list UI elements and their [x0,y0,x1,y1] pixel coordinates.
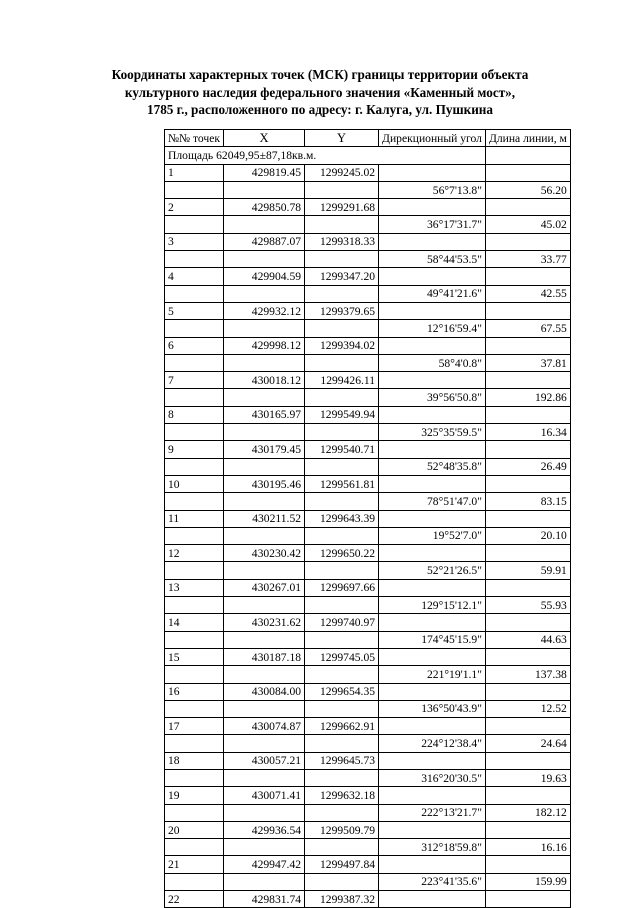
empty-cell [224,493,305,510]
empty-cell [379,268,486,285]
segment-direction-angle: 19°52'7.0" [379,527,486,544]
segment-length: 24.64 [485,735,570,752]
area-value: Площадь 62049,95±87,18кв.м. [165,147,486,164]
empty-cell [485,510,570,527]
point-row [165,164,571,181]
point-row [165,199,571,216]
point-row [165,648,571,665]
point-number: 10 [165,475,224,492]
point-y: 1299497.84 [305,856,379,873]
empty-cell [305,251,379,268]
empty-cell [165,216,224,233]
header-direction-angle: Дирекционный угол [379,130,486,147]
empty-cell [224,320,305,337]
empty-cell [379,821,486,838]
segment-length: 37.81 [485,354,570,371]
empty-cell [485,302,570,319]
empty-cell [224,424,305,441]
empty-cell [379,856,486,873]
empty-cell [485,579,570,596]
segment-length: 159.99 [485,873,570,890]
empty-cell [485,233,570,250]
empty-cell [224,804,305,821]
empty-cell [485,821,570,838]
segment-direction-angle: 39°56'50.8" [379,389,486,406]
empty-cell [379,233,486,250]
empty-cell [224,562,305,579]
point-number: 4 [165,268,224,285]
point-x: 430165.97 [224,406,305,423]
point-y: 1299291.68 [305,199,379,216]
segment-row [165,527,571,544]
empty-cell [165,493,224,510]
empty-cell [224,873,305,890]
point-number: 14 [165,614,224,631]
segment-row [165,216,571,233]
empty-cell [379,302,486,319]
point-row [165,579,571,596]
segment-row [165,735,571,752]
point-y: 1299245.02 [305,164,379,181]
point-number: 9 [165,441,224,458]
segment-direction-angle: 325°35'59.5" [379,424,486,441]
empty-cell [165,562,224,579]
point-x: 430211.52 [224,510,305,527]
point-number: 18 [165,752,224,769]
point-row [165,752,571,769]
empty-cell [485,545,570,562]
empty-cell [305,216,379,233]
segment-direction-angle: 12°16'59.4" [379,320,486,337]
empty-cell [305,493,379,510]
empty-cell [165,804,224,821]
point-x: 430057.21 [224,752,305,769]
empty-cell [485,441,570,458]
segment-row [165,458,571,475]
point-number: 7 [165,372,224,389]
point-number: 6 [165,337,224,354]
point-y: 1299318.33 [305,233,379,250]
empty-cell [165,251,224,268]
empty-cell [224,251,305,268]
empty-cell [379,337,486,354]
empty-cell [165,181,224,198]
segment-row [165,873,571,890]
empty-cell [485,406,570,423]
empty-cell [224,285,305,302]
empty-cell [165,631,224,648]
segment-direction-angle: 221°19'1.1" [379,666,486,683]
point-row [165,475,571,492]
segment-length: 83.15 [485,493,570,510]
empty-cell [305,424,379,441]
empty-cell [224,458,305,475]
segment-direction-angle: 224°12'38.4" [379,735,486,752]
point-y: 1299509.79 [305,821,379,838]
point-x: 430179.45 [224,441,305,458]
segment-length: 56.20 [485,181,570,198]
segment-direction-angle: 129°15'12.1" [379,597,486,614]
segment-length: 16.34 [485,424,570,441]
empty-cell [224,631,305,648]
segment-row [165,424,571,441]
title-line-2: культурного наследия федерального значения «Каменный мост», [124,84,516,100]
point-number: 22 [165,891,224,908]
point-y: 1299426.11 [305,372,379,389]
point-y: 1299561.81 [305,475,379,492]
empty-cell [379,891,486,908]
empty-cell [379,406,486,423]
segment-length: 19.63 [485,769,570,786]
segment-length: 45.02 [485,216,570,233]
segment-length: 137.38 [485,666,570,683]
point-number: 16 [165,683,224,700]
point-y: 1299645.73 [305,752,379,769]
empty-cell [224,216,305,233]
segment-row [165,285,571,302]
empty-cell [165,527,224,544]
empty-cell [485,683,570,700]
point-number: 11 [165,510,224,527]
empty-cell [379,648,486,665]
segment-row [165,354,571,371]
empty-cell [305,839,379,856]
empty-cell [305,285,379,302]
area-row [165,147,571,164]
segment-row [165,839,571,856]
empty-cell [379,372,486,389]
empty-cell [485,787,570,804]
empty-cell [485,199,570,216]
segment-direction-angle: 49°41'21.6" [379,285,486,302]
empty-cell [305,873,379,890]
point-y: 1299394.02 [305,337,379,354]
empty-cell [485,752,570,769]
point-y: 1299697.66 [305,579,379,596]
empty-cell [165,700,224,717]
empty-cell [165,424,224,441]
segment-length: 67.55 [485,320,570,337]
point-x: 429936.54 [224,821,305,838]
empty-cell [305,562,379,579]
point-row [165,856,571,873]
empty-cell [224,839,305,856]
segment-length: 59.91 [485,562,570,579]
point-y: 1299387.32 [305,891,379,908]
empty-cell [379,441,486,458]
segment-direction-angle: 223°41'35.6" [379,873,486,890]
segment-direction-angle: 222°13'21.7" [379,804,486,821]
segment-row [165,389,571,406]
segment-row [165,769,571,786]
header-x: X [224,130,305,147]
segment-direction-angle: 312°18'59.8" [379,839,486,856]
empty-cell [305,735,379,752]
point-x: 429831.74 [224,891,305,908]
empty-cell [165,285,224,302]
empty-cell [485,475,570,492]
point-y: 1299347.20 [305,268,379,285]
empty-cell [165,389,224,406]
empty-cell [485,268,570,285]
segment-row [165,804,571,821]
empty-cell [224,666,305,683]
point-number: 15 [165,648,224,665]
empty-cell [305,700,379,717]
point-row [165,683,571,700]
segment-direction-angle: 316°20'30.5" [379,769,486,786]
point-number: 3 [165,233,224,250]
segment-row [165,700,571,717]
empty-cell [305,631,379,648]
segment-row [165,493,571,510]
segment-direction-angle: 78°51'47.0" [379,493,486,510]
empty-cell [165,839,224,856]
empty-cell [305,389,379,406]
segment-length: 44.63 [485,631,570,648]
point-row [165,268,571,285]
segment-row [165,181,571,198]
point-y: 1299745.05 [305,648,379,665]
point-number: 2 [165,199,224,216]
point-x: 430071.41 [224,787,305,804]
segment-direction-angle: 58°4'0.8" [379,354,486,371]
empty-cell [305,597,379,614]
point-row [165,821,571,838]
empty-cell [379,787,486,804]
empty-cell [224,700,305,717]
point-y: 1299549.94 [305,406,379,423]
empty-cell [485,648,570,665]
point-row [165,891,571,908]
point-row [165,787,571,804]
empty-cell [165,873,224,890]
empty-cell [485,337,570,354]
segment-length: 20.10 [485,527,570,544]
empty-cell [224,597,305,614]
empty-cell [165,458,224,475]
empty-cell [305,527,379,544]
empty-cell [379,164,486,181]
point-number: 17 [165,718,224,735]
empty-cell [305,769,379,786]
empty-cell [165,735,224,752]
table-header-row [165,130,571,147]
point-x: 429887.07 [224,233,305,250]
segment-row [165,631,571,648]
segment-length: 55.93 [485,597,570,614]
empty-cell [305,354,379,371]
empty-cell [224,527,305,544]
empty-cell [305,458,379,475]
point-y: 1299379.65 [305,302,379,319]
point-row [165,372,571,389]
segment-row [165,597,571,614]
segment-direction-angle: 56°7'13.8" [379,181,486,198]
point-x: 430084.00 [224,683,305,700]
header-line-length: Длина линии, м [485,130,570,147]
segment-direction-angle: 58°44'53.5" [379,251,486,268]
empty-cell [165,354,224,371]
point-number: 21 [165,856,224,873]
point-x: 429850.78 [224,199,305,216]
area-empty-cell [485,147,570,164]
point-number: 12 [165,545,224,562]
segment-direction-angle: 136°50'43.9" [379,700,486,717]
segment-length: 26.49 [485,458,570,475]
point-row [165,718,571,735]
point-y: 1299740.97 [305,614,379,631]
point-y: 1299540.71 [305,441,379,458]
header-y: Y [305,130,379,147]
point-row [165,302,571,319]
point-x: 430074.87 [224,718,305,735]
empty-cell [379,510,486,527]
segment-direction-angle: 174°45'15.9" [379,631,486,648]
point-number: 19 [165,787,224,804]
point-row [165,545,571,562]
segment-length: 12.52 [485,700,570,717]
point-x: 430018.12 [224,372,305,389]
point-y: 1299662.91 [305,718,379,735]
empty-cell [224,735,305,752]
point-x: 429998.12 [224,337,305,354]
segment-direction-angle: 52°21'26.5" [379,562,486,579]
segment-direction-angle: 52°48'35.8" [379,458,486,475]
segment-length: 42.55 [485,285,570,302]
empty-cell [379,683,486,700]
point-y: 1299650.22 [305,545,379,562]
empty-cell [224,769,305,786]
point-x: 430195.46 [224,475,305,492]
segment-length: 33.77 [485,251,570,268]
point-number: 13 [165,579,224,596]
segment-row [165,251,571,268]
empty-cell [224,389,305,406]
point-number: 5 [165,302,224,319]
segment-length: 182.12 [485,804,570,821]
document-title [0,66,640,119]
point-x: 430230.42 [224,545,305,562]
empty-cell [485,372,570,389]
empty-cell [305,181,379,198]
point-row [165,510,571,527]
empty-cell [379,614,486,631]
header-point-number: №№ точек [165,130,224,147]
point-x: 429932.12 [224,302,305,319]
empty-cell [165,769,224,786]
point-number: 8 [165,406,224,423]
title-line-3: 1785 г., расположенного по адресу: г. Калуга, ул. Пушкина [147,102,493,117]
point-x: 429904.59 [224,268,305,285]
empty-cell [485,718,570,735]
point-x: 429947.42 [224,856,305,873]
point-number: 20 [165,821,224,838]
segment-direction-angle: 36°17'31.7" [379,216,486,233]
point-row [165,406,571,423]
empty-cell [224,354,305,371]
point-row [165,337,571,354]
point-x: 429819.45 [224,164,305,181]
empty-cell [305,666,379,683]
empty-cell [379,752,486,769]
empty-cell [379,475,486,492]
empty-cell [485,614,570,631]
point-row [165,614,571,631]
coordinates-table [164,129,571,908]
point-y: 1299632.18 [305,787,379,804]
empty-cell [379,579,486,596]
point-y: 1299654.35 [305,683,379,700]
empty-cell [165,597,224,614]
point-number: 1 [165,164,224,181]
empty-cell [305,804,379,821]
empty-cell [379,545,486,562]
title-line-1: Координаты характерных точек (МСК) границы территории объекта [111,67,529,82]
segment-row [165,320,571,337]
segment-row [165,562,571,579]
empty-cell [305,320,379,337]
empty-cell [485,164,570,181]
segment-row [165,666,571,683]
empty-cell [165,666,224,683]
segment-length: 192.86 [485,389,570,406]
empty-cell [485,856,570,873]
empty-cell [379,718,486,735]
empty-cell [165,320,224,337]
empty-cell [379,199,486,216]
segment-length: 16.16 [485,839,570,856]
empty-cell [224,181,305,198]
point-row [165,233,571,250]
point-x: 430231.62 [224,614,305,631]
empty-cell [485,891,570,908]
point-row [165,441,571,458]
point-x: 430187.18 [224,648,305,665]
point-x: 430267.01 [224,579,305,596]
point-y: 1299643.39 [305,510,379,527]
